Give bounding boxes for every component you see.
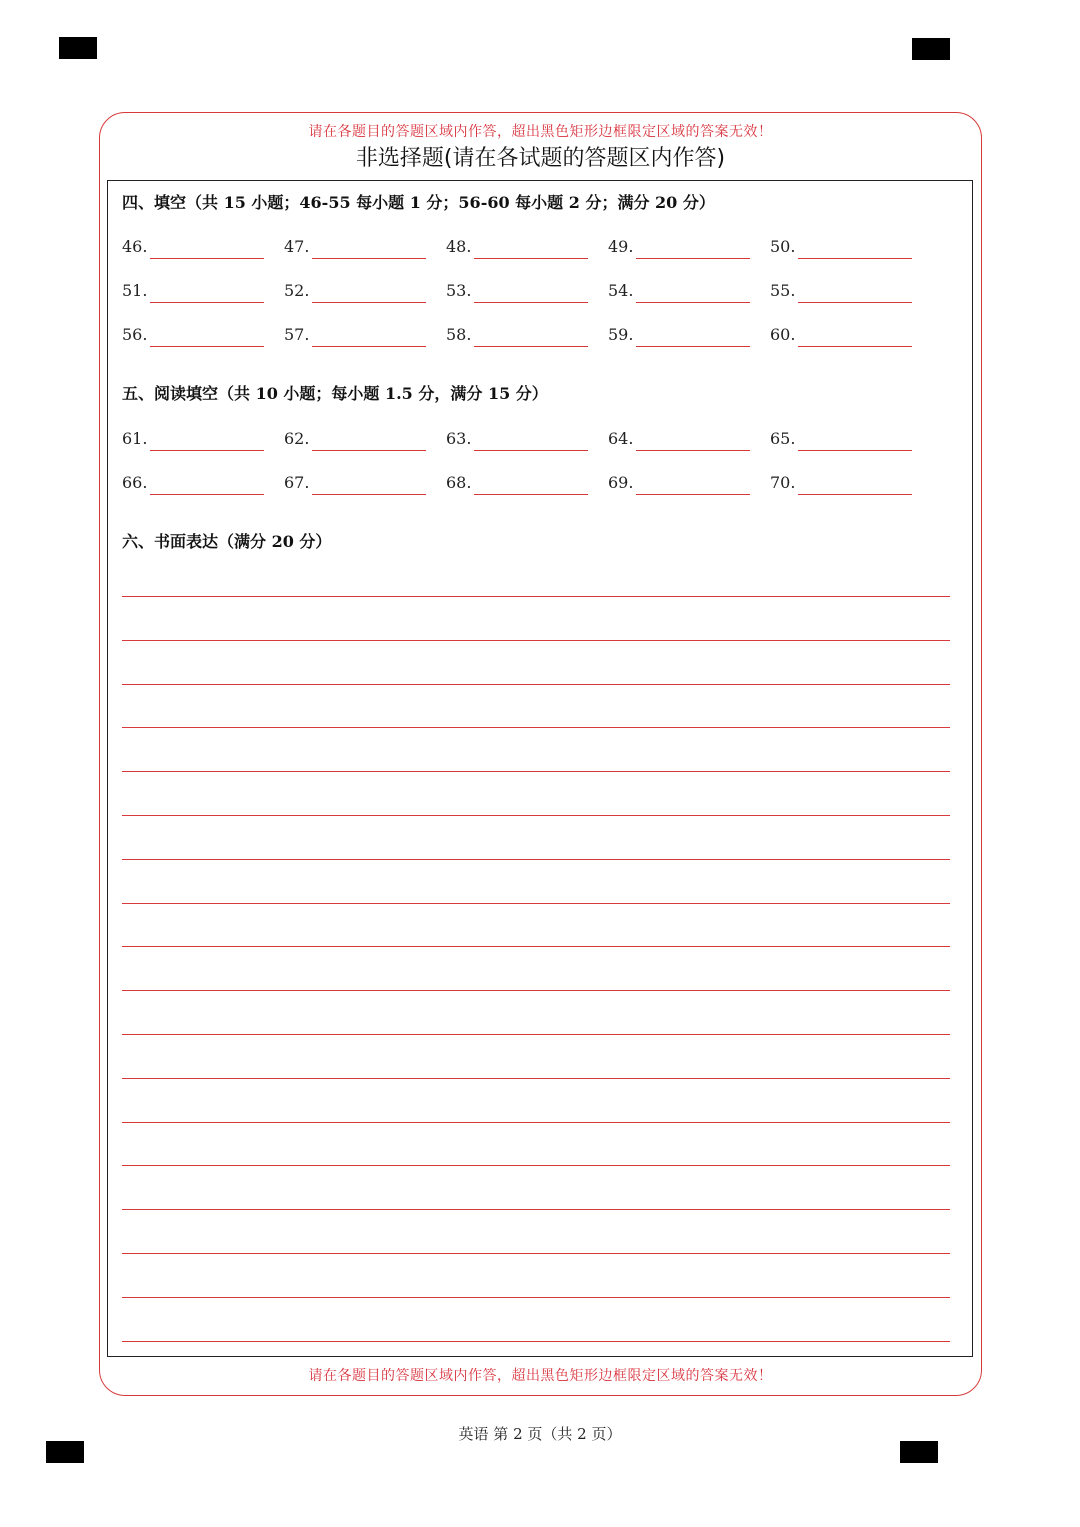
question-number: 57. xyxy=(284,325,310,344)
answer-underline[interactable] xyxy=(798,494,912,495)
writing-line[interactable] xyxy=(122,727,950,728)
answer-underline[interactable] xyxy=(150,450,264,451)
part5-heading: 五、阅读填空（共 10 小题；每小题 1.5 分，满分 15 分） xyxy=(122,384,548,403)
question-number: 70. xyxy=(770,473,796,492)
answer-blank[interactable] xyxy=(284,281,446,305)
question-number: 58. xyxy=(446,325,472,344)
question-number: 64. xyxy=(608,429,634,448)
warning-top: 请在各题目的答题区域内作答，超出黑色矩形边框限定区域的答案无效！ xyxy=(308,124,773,140)
writing-line[interactable] xyxy=(122,946,950,947)
answer-blank[interactable] xyxy=(608,281,770,305)
answer-underline[interactable] xyxy=(474,450,588,451)
answer-blank[interactable] xyxy=(122,325,284,349)
alignment-marker-top-right xyxy=(912,38,950,60)
answer-blank[interactable] xyxy=(608,237,770,261)
answer-blank[interactable] xyxy=(284,237,446,261)
writing-line[interactable] xyxy=(122,1122,950,1123)
answer-underline[interactable] xyxy=(636,450,750,451)
writing-line[interactable] xyxy=(122,859,950,860)
alignment-marker-bottom-right xyxy=(900,1441,938,1463)
answer-underline[interactable] xyxy=(150,258,264,259)
answer-underline[interactable] xyxy=(474,494,588,495)
answer-blank[interactable] xyxy=(122,429,284,453)
answer-underline[interactable] xyxy=(312,258,426,259)
question-number: 65. xyxy=(770,429,796,448)
writing-line[interactable] xyxy=(122,1341,950,1342)
question-number: 61. xyxy=(122,429,148,448)
answer-blank[interactable] xyxy=(770,473,932,497)
writing-line[interactable] xyxy=(122,1078,950,1079)
answer-blank[interactable] xyxy=(608,325,770,349)
answer-underline[interactable] xyxy=(474,346,588,347)
writing-line[interactable] xyxy=(122,1297,950,1298)
question-number: 46. xyxy=(122,237,148,256)
question-number: 55. xyxy=(770,281,796,300)
answer-blank[interactable] xyxy=(770,325,932,349)
question-number: 63. xyxy=(446,429,472,448)
writing-line[interactable] xyxy=(122,1034,950,1035)
writing-line[interactable] xyxy=(122,1253,950,1254)
answer-underline[interactable] xyxy=(150,302,264,303)
answer-underline[interactable] xyxy=(474,302,588,303)
answer-underline[interactable] xyxy=(312,494,426,495)
answer-blank[interactable] xyxy=(770,281,932,305)
question-number: 50. xyxy=(770,237,796,256)
answer-underline[interactable] xyxy=(150,346,264,347)
writing-line[interactable] xyxy=(122,596,950,597)
question-number: 60. xyxy=(770,325,796,344)
question-number: 67. xyxy=(284,473,310,492)
answer-underline[interactable] xyxy=(798,302,912,303)
page-footer: 英语 第 2 页（共 2 页） xyxy=(458,1425,622,1443)
answer-underline[interactable] xyxy=(636,302,750,303)
answer-blank[interactable] xyxy=(446,325,608,349)
answer-blank[interactable] xyxy=(122,281,284,305)
alignment-marker-bottom-left xyxy=(46,1441,84,1463)
answer-underline[interactable] xyxy=(312,302,426,303)
answer-underline[interactable] xyxy=(636,346,750,347)
answer-underline[interactable] xyxy=(798,258,912,259)
answer-underline[interactable] xyxy=(798,450,912,451)
answer-blank[interactable] xyxy=(446,473,608,497)
question-number: 52. xyxy=(284,281,310,300)
answer-blank[interactable] xyxy=(770,429,932,453)
question-number: 47. xyxy=(284,237,310,256)
answer-underline[interactable] xyxy=(150,494,264,495)
section-title: 非选择题(请在各试题的答题区内作答) xyxy=(355,146,726,171)
answer-blank[interactable] xyxy=(608,429,770,453)
part6-heading: 六、书面表达（满分 20 分） xyxy=(122,532,332,551)
question-number: 48. xyxy=(446,237,472,256)
answer-blank[interactable] xyxy=(770,237,932,261)
writing-line[interactable] xyxy=(122,1209,950,1210)
alignment-marker-top-left xyxy=(59,37,97,59)
question-number: 56. xyxy=(122,325,148,344)
answer-underline[interactable] xyxy=(312,450,426,451)
answer-underline[interactable] xyxy=(798,346,912,347)
writing-line[interactable] xyxy=(122,1165,950,1166)
writing-line[interactable] xyxy=(122,771,950,772)
answer-blank[interactable] xyxy=(446,429,608,453)
question-number: 53. xyxy=(446,281,472,300)
question-number: 69. xyxy=(608,473,634,492)
question-number: 54. xyxy=(608,281,634,300)
answer-underline[interactable] xyxy=(312,346,426,347)
answer-blank[interactable] xyxy=(284,429,446,453)
answer-blank[interactable] xyxy=(284,473,446,497)
question-number: 51. xyxy=(122,281,148,300)
answer-underline[interactable] xyxy=(474,258,588,259)
question-number: 59. xyxy=(608,325,634,344)
writing-line[interactable] xyxy=(122,684,950,685)
warning-bottom: 请在各题目的答题区域内作答，超出黑色矩形边框限定区域的答案无效！ xyxy=(308,1368,773,1384)
answer-blank[interactable] xyxy=(446,237,608,261)
writing-line[interactable] xyxy=(122,990,950,991)
answer-box xyxy=(107,180,973,1357)
answer-sheet-frame xyxy=(99,112,982,1396)
writing-line[interactable] xyxy=(122,815,950,816)
writing-line[interactable] xyxy=(122,640,950,641)
question-number: 62. xyxy=(284,429,310,448)
answer-blank[interactable] xyxy=(122,237,284,261)
answer-blank[interactable] xyxy=(446,281,608,305)
question-number: 66. xyxy=(122,473,148,492)
writing-line[interactable] xyxy=(122,903,950,904)
answer-blank[interactable] xyxy=(284,325,446,349)
part4-heading: 四、填空（共 15 小题；46-55 每小题 1 分；56-60 每小题 2 分；满分 20 分） xyxy=(122,193,715,212)
answer-underline[interactable] xyxy=(636,258,750,259)
question-number: 49. xyxy=(608,237,634,256)
answer-underline[interactable] xyxy=(636,494,750,495)
answer-blank[interactable] xyxy=(122,473,284,497)
answer-blank[interactable] xyxy=(608,473,770,497)
question-number: 68. xyxy=(446,473,472,492)
